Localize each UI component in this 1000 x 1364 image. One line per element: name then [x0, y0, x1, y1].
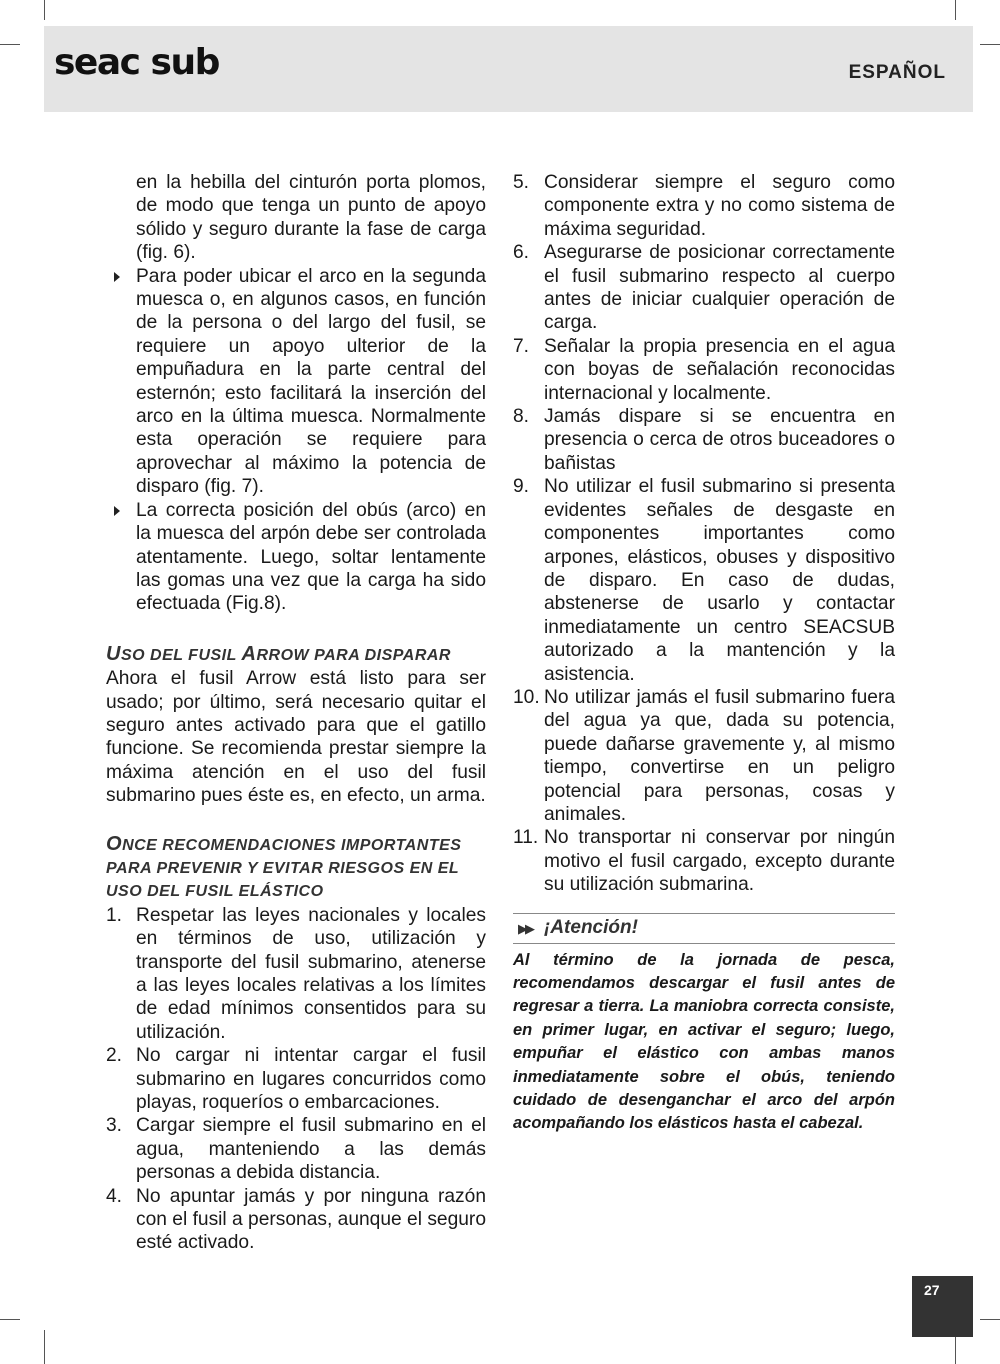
triangle-bullet-icon [114, 506, 120, 516]
crop-mark [44, 1330, 45, 1364]
left-column [106, 171, 486, 1255]
section-heading: USO DEL FUSIL ARROW PARA DISPARAR [106, 642, 451, 665]
list-item [106, 499, 486, 616]
list-item: 11. No transportar ni conservar por ningún motivo el fusil cargado, excepto durante su utilización submarina. [513, 827, 895, 896]
crop-mark [0, 44, 20, 45]
attention-title: ¡Atención! [544, 916, 638, 938]
bullet-text: Para poder ubicar el arco en la segunda muesca o, en algunos casos, en función de la persona o del largo del fusil, se requiere un apoyo ulterior de la empuñadura en la parte central del esternón; esto facilitará la inserción del arco en la última muesca. Normalmente esta operación se requiere para aprovechar al máximo la potencia de disparo (fig. 7). [136, 265, 486, 498]
crop-mark [955, 0, 956, 20]
list-item: 8. Jamás dispare si se encuentra en presencia o cerca de otros buceadores o bañistas [513, 406, 895, 474]
list-item [106, 265, 486, 499]
language-label: ESPAÑOL [848, 62, 946, 83]
bullet-list [106, 265, 486, 616]
list-item: 9. No utilizar el fusil submarino si presenta evidentes señales de desgaste en componentes importantes como arpones, elásticos, obuses y dispositivo de disparo. En caso de dudas, abstenerse de usarlo y contactar inmediatamente un centro SEACSUB autorizado a la mantención y la asistencia. [513, 476, 895, 685]
crop-mark [44, 0, 45, 20]
double-arrow-icon: ▶▶ [518, 920, 532, 936]
brand-logo: seac sub [54, 42, 219, 83]
section-heading: ONCE RECOMENDACIONES IMPORTANTES PARA PREVENIR Y EVITAR RIESGOS EN EL USO DEL FUSIL ELÁSTICO [106, 832, 462, 901]
triangle-bullet-icon [114, 272, 120, 282]
page-number: 27 [924, 1282, 940, 1298]
bullet-text: La correcta posición del obús (arco) en la muesca del arpón debe ser controlada atentamente. Luego, soltar lentamente las gomas una vez que la carga ha sido efectuada (Fig.8). [136, 499, 486, 615]
list-item: 3. Cargar siempre el fusil submarino en el agua, manteniendo a las demás personas a debida distancia. [106, 1115, 486, 1184]
list-item: 10. No utilizar jamás el fusil submarino fuera del agua ya que, dada su potencia, puede dañarse gravemente y, al mismo tiempo, convertirse en un peligro potencial para personas, cosas y animales. [513, 686, 895, 825]
attention-body: Al término de la jornada de pesca, recomendamos descargar el fusil antes de regresar a tierra. La maniobra correcta consiste, en primer lugar, en activar el seguro; luego, empuñar el elástico con ambas manos inmediatamente sobre el obús, teniendo cuidado de desenganchar el arco del arpón acompañando los elásticos hasta el cabezal. [513, 950, 895, 1133]
attention-box [513, 913, 895, 944]
numbered-list [106, 904, 486, 1255]
numbered-list [513, 171, 895, 897]
continued-paragraph: en la hebilla del cinturón porta plomos, de modo que tenga un punto de apoyo sólido y seguro durante la fase de carga (fig. 6). [136, 172, 486, 264]
list-item: 4. No apuntar jamás y por ninguna razón con el fusil a personas, aunque el seguro esté activado. [106, 1185, 486, 1254]
list-item: 5. Considerar siempre el seguro como componente extra y no como sistema de máxima seguridad. [513, 172, 895, 240]
list-item: 6. Asegurarse de posicionar correctamente el fusil submarino respecto al cuerpo antes de iniciar cualquier operación de carga. [513, 242, 895, 334]
crop-mark [0, 1319, 20, 1320]
crop-mark [980, 44, 1000, 45]
crop-mark [980, 1319, 1000, 1320]
list-item: 1. Respetar las leyes nacionales y locales en términos de uso, utilización y transporte del fusil submarino, atenerse a las leyes locales relativas a los límites de edad mínimos consentidos para su utilización. [106, 904, 486, 1043]
list-item: 2. No cargar ni intentar cargar el fusil submarino en lugares concurridos como playas, roqueríos o embarcaciones. [106, 1045, 486, 1114]
page-number-box [912, 1276, 973, 1337]
section-body: Ahora el fusil Arrow está listo para ser usado; por último, será necesario quitar el seguro antes activado para que el gatillo funcione. Se recomienda prestar siempre la máxima atención en el uso del fusil submarino pues éste es, en efecto, un arma. [106, 668, 486, 807]
list-item: 7. Señalar la propia presencia en el agua con boyas de señalación reconocidas internacional y localmente. [513, 335, 895, 404]
right-column [513, 171, 895, 1136]
